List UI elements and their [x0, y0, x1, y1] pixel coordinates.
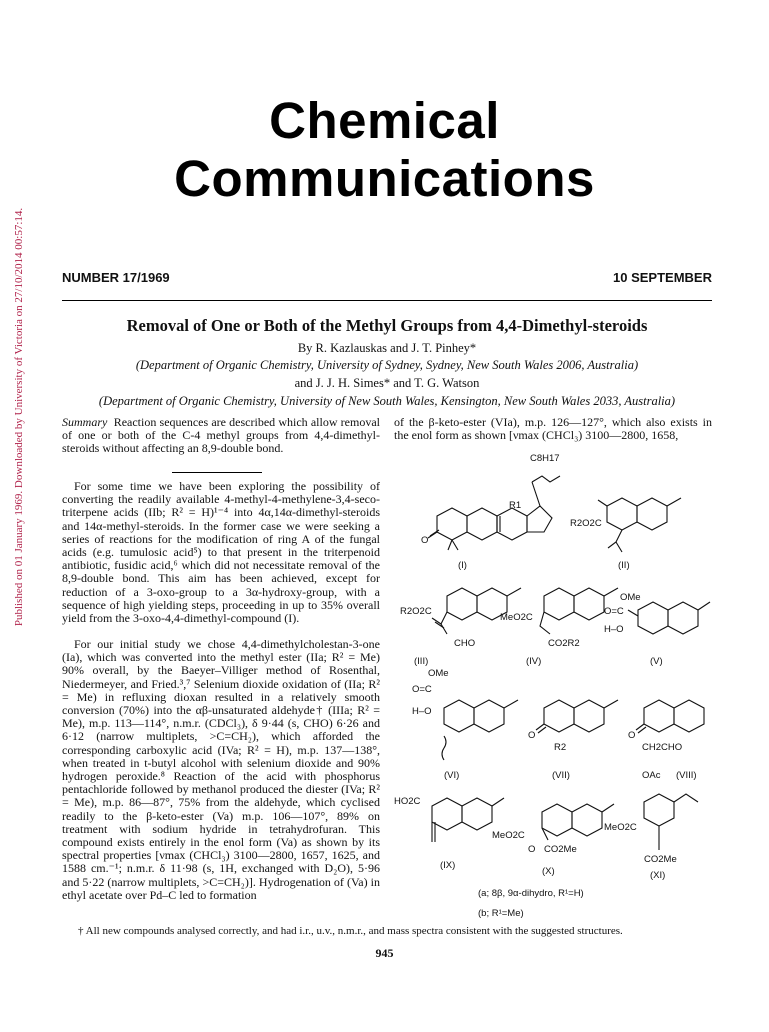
issue-number: NUMBER 17/1969: [62, 270, 170, 285]
svg-text:CHO: CHO: [454, 638, 476, 649]
structure-scheme: [392, 446, 714, 924]
svg-text:R2O2C: R2O2C: [400, 606, 432, 617]
svg-text:OMe: OMe: [620, 592, 641, 603]
svg-text:(I): (I): [458, 560, 467, 571]
summary-rule: [172, 472, 262, 473]
svg-text:O=C: O=C: [412, 684, 432, 695]
page-number: 945: [375, 946, 394, 960]
structure-XI: [644, 794, 698, 850]
scheme-footnote-b: (b; R¹=Me): [478, 908, 524, 919]
svg-text:(III): (III): [414, 656, 429, 667]
svg-text:(XI): (XI): [650, 870, 666, 881]
svg-text:CO2R2: CO2R2: [548, 638, 580, 649]
structure-II: [598, 498, 681, 552]
svg-text:O: O: [528, 730, 536, 741]
journal-title-line2: Communications: [174, 150, 595, 207]
svg-text:R1: R1: [509, 500, 522, 511]
summary-block: [62, 416, 380, 456]
footnote: † All new compounds analysed correctly, and had i.r., u.v., n.m.r., and mass spectra consistent with the suggested structures.: [78, 925, 623, 937]
svg-text:CH2CHO: CH2CHO: [642, 742, 683, 753]
svg-text:R2: R2: [554, 742, 567, 753]
svg-text:(VII): (VII): [552, 770, 570, 781]
svg-text:O: O: [528, 844, 536, 855]
svg-text:O=C: O=C: [604, 606, 624, 617]
affiliation-2: (Department of Organic Chemistry, University of New South Wales, Kensington, New South Wales 2033, Australia): [98, 394, 676, 408]
svg-text:(VI): (VI): [444, 770, 460, 781]
svg-text:MeO2C: MeO2C: [604, 822, 637, 833]
scheme-footnote-a: (a; 8β, 9α-dihydro, R¹=H): [478, 888, 584, 899]
svg-text:MeO2C: MeO2C: [492, 830, 525, 841]
authors-1: By R. Kazlauskas and J. T. Pinhey*: [297, 341, 477, 355]
body-paragraph-1: For some time we have been exploring the possibility of converting the readily available 4-methyl-4-methylene-3,4-seco-triterpene acids (IIb; R² = H)¹⁻⁴ into 4α,14α-dimethyl-steroids and 14α-methyl-steroids. In the former case we were seeking a series of reactions for the modification of ring A of the fungal acids (e.g. tumulosic acid⁵) to that present in the triterpenoid antibiotic, fusidic acid,⁶ which did not necessitate removal of the 8,9-double bond. This aim has been achieved, except for reduction of a 3-oxo-group to a 3α-hydroxy-group, with a sequence of high yielding steps, proceeding in up to 35% overall yield from the 3-oxo-4,4-dimethyl-compound (I).: [62, 479, 380, 626]
article-title: Removal of One or Both of the Methyl Groups from 4,4-Dimethyl-steroids: [126, 316, 648, 335]
structure-V: [628, 602, 710, 634]
svg-text:MeO2C: MeO2C: [500, 612, 533, 623]
svg-text:OAc: OAc: [642, 770, 661, 781]
right-column-text: of the β-keto-ester (VIa), m.p. 126—127°, which also exists in the enol form as shown [νmax (CHCl₃) 3100—2800, 1658,: [394, 415, 712, 443]
authors-2: and J. J. H. Simes* and T. G. Watson: [294, 376, 480, 390]
structure-I: [428, 476, 560, 550]
svg-text:(IV): (IV): [526, 656, 542, 667]
svg-text:O: O: [628, 730, 636, 741]
svg-text:H–O: H–O: [412, 706, 432, 717]
svg-text:HO2C: HO2C: [394, 796, 421, 807]
svg-text:R2O2C: R2O2C: [570, 518, 602, 529]
svg-text:(IX): (IX): [440, 860, 456, 871]
svg-text:(II): (II): [618, 560, 630, 571]
summary-text: Reaction sequences are described which allow removal of one or both of the C-4 methyl groups from 4,4-dimethyl-steroids without affecting an 8,9-double bond.: [62, 415, 380, 456]
structure-III: [432, 588, 521, 634]
header-rule: [62, 300, 712, 301]
structure-VII: [536, 700, 618, 733]
body-paragraph-2: For our initial study we chose 4,4-dimethylcholestan-3-one (Ia), which was converted into the methyl ester (IIa; R² = Me) 90% overall, by the Baeyer–Villiger method of Rosenthal, Niedermeyer, and Fried.³,⁷ Selenium dioxide oxidation of (IIa; R² = Me) in refluxing dioxan resulted in a relatively smooth conversion (70%) into the αβ-unsaturated aldehyde† (IIIa; R² = Me), m.p. 113—114°, n.m.r. (CDCl₃), δ 9·44 (s, CHO) 6·26 and 6·12 (narrow multiplets, >C=CH₂), which afforded the corresponding carboxylic acid (IVa; R² = H), m.p. 137—138°, when treated in t-butyl alcohol with selenium dioxide and 90% hydrogen peroxide.⁸ Reaction of the acid with phosphorus pentachloride followed by methanol produced the diester (IVa; R² = Me), m.p. 86—87°, 75% from the aldehyde, which cyclised readily to the β-keto-ester (Va) m.p. 106—107°, 89% on treatment with sodium hydride in tetrahydrofuran. This compound exists entirely in the enol form (Va) as shown by its spectral properties [νmax (CHCl₃) 3100—2800, 1657, 1625, and 1588 cm.⁻¹; n.m.r. δ 11·98 (s, 1H, exchanged with D₂O), 5·96 and 5·22 (narrow multiplets, >C=CH₂)]. Hydrogenation of (Va) in ethyl acetate over Pd–C led to formation: [62, 637, 380, 902]
svg-text:C8H17: C8H17: [530, 453, 560, 464]
issue-date: 10 SEPTEMBER: [613, 270, 712, 285]
structure-VIII: [636, 700, 704, 733]
structure-VI: [442, 700, 518, 760]
summary-label: Summary: [62, 415, 108, 429]
svg-text:H–O: H–O: [604, 624, 624, 635]
svg-text:(V): (V): [650, 656, 663, 667]
svg-text:(VIII): (VIII): [676, 770, 697, 781]
svg-text:(X): (X): [542, 866, 555, 877]
svg-text:O: O: [421, 535, 429, 546]
svg-text:OMe: OMe: [428, 668, 449, 679]
svg-text:CO2Me: CO2Me: [544, 844, 577, 855]
affiliation-1: (Department of Organic Chemistry, University of Sydney, Sydney, New South Wales 2006, Australia): [135, 358, 639, 372]
svg-text:CO2Me: CO2Me: [644, 854, 677, 865]
download-sidebar-text: Published on 01 January 1969. Downloaded by University of Victoria on 27/10/2014 00:57:14.: [13, 207, 25, 627]
journal-title-line1: Chemical: [269, 92, 500, 149]
